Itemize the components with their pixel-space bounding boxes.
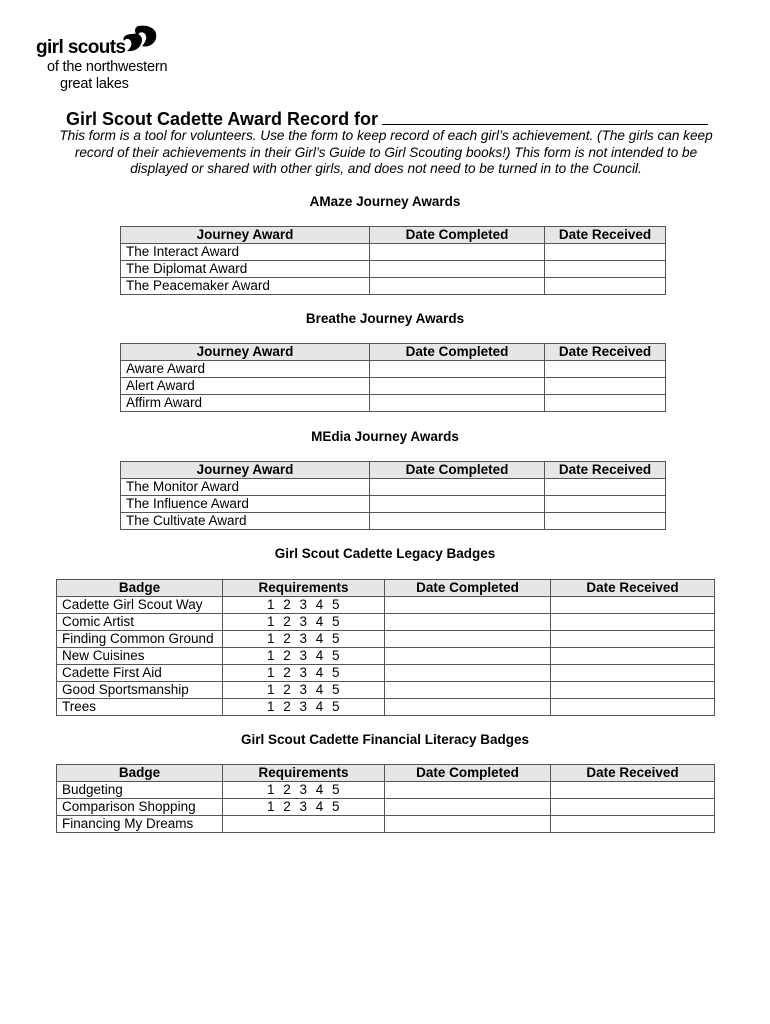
award-name: The Cultivate Award [121, 513, 370, 530]
badge-name: Finding Common Ground [57, 631, 223, 648]
badge-name: Good Sportsmanship [57, 682, 223, 699]
col-header: Date Received [545, 344, 666, 361]
table-row [57, 648, 715, 665]
form-title [66, 107, 708, 130]
requirements-cell[interactable]: 1 2 3 4 5 [223, 631, 385, 648]
badge-name: Cadette First Aid [57, 665, 223, 682]
requirements-cell[interactable]: 1 2 3 4 5 [223, 648, 385, 665]
col-header: Journey Award [121, 462, 370, 479]
col-header: Requirements [223, 765, 385, 782]
table-row [121, 278, 666, 295]
date-received-cell[interactable] [545, 513, 666, 530]
date-completed-cell[interactable] [385, 699, 551, 716]
col-header: Date Completed [370, 344, 545, 361]
badge-name: Financing My Dreams [57, 816, 223, 833]
date-received-cell[interactable] [551, 631, 715, 648]
media-section-title: MEdia Journey Awards [311, 429, 459, 444]
amaze-section-title: AMaze Journey Awards [309, 194, 461, 209]
date-completed-cell[interactable] [370, 395, 545, 412]
table-row [121, 361, 666, 378]
requirements-cell[interactable]: 1 2 3 4 5 [223, 614, 385, 631]
date-completed-cell[interactable] [370, 496, 545, 513]
financial-section-title: Girl Scout Cadette Financial Literacy Badges [240, 732, 530, 747]
badge-name: Comic Artist [57, 614, 223, 631]
date-received-cell[interactable] [551, 799, 715, 816]
date-received-cell[interactable] [545, 361, 666, 378]
col-header: Date Received [545, 227, 666, 244]
table-row [57, 614, 715, 631]
legacy-section-title: Girl Scout Cadette Legacy Badges [274, 546, 496, 561]
col-header: Date Received [545, 462, 666, 479]
date-received-cell[interactable] [545, 378, 666, 395]
requirements-cell[interactable] [223, 816, 385, 833]
date-received-cell[interactable] [551, 665, 715, 682]
table-row [57, 597, 715, 614]
table-row [57, 799, 715, 816]
intro-paragraph: This form is a tool for volunteers. Use the form to keep record of each girl’s achievement. (The girls can keep record of their achievements in their Girl’s Guide to Girl Scouting books!) This form is not intended to be displayed or shared with other girls, and does not need to be turned in to the Council. [59, 128, 713, 176]
col-header: Date Received [551, 765, 715, 782]
date-received-cell[interactable] [551, 597, 715, 614]
table-header-row [121, 344, 666, 361]
name-blank-line[interactable] [382, 107, 708, 125]
table-row [121, 496, 666, 513]
legacy-badges-table [56, 579, 715, 716]
financial-badges-table [56, 764, 715, 833]
award-name: The Monitor Award [121, 479, 370, 496]
date-completed-cell[interactable] [370, 378, 545, 395]
col-header: Date Completed [370, 227, 545, 244]
col-header: Journey Award [121, 344, 370, 361]
col-header: Requirements [223, 580, 385, 597]
badge-name: New Cuisines [57, 648, 223, 665]
requirements-cell[interactable]: 1 2 3 4 5 [223, 682, 385, 699]
table-header-row [121, 227, 666, 244]
amaze-awards-table [120, 226, 666, 295]
requirements-cell[interactable]: 1 2 3 4 5 [223, 799, 385, 816]
award-name: Alert Award [121, 378, 370, 395]
award-name: The Interact Award [121, 244, 370, 261]
date-completed-cell[interactable] [385, 816, 551, 833]
award-name: The Diplomat Award [121, 261, 370, 278]
award-name: The Influence Award [121, 496, 370, 513]
date-completed-cell[interactable] [370, 361, 545, 378]
date-received-cell[interactable] [545, 479, 666, 496]
badge-name: Cadette Girl Scout Way [57, 597, 223, 614]
date-received-cell[interactable] [545, 395, 666, 412]
col-header: Journey Award [121, 227, 370, 244]
date-completed-cell[interactable] [370, 513, 545, 530]
date-received-cell[interactable] [551, 782, 715, 799]
table-row [121, 378, 666, 395]
date-completed-cell[interactable] [385, 682, 551, 699]
breathe-awards-table [120, 343, 666, 412]
date-completed-cell[interactable] [385, 665, 551, 682]
col-header: Date Received [551, 580, 715, 597]
girl-scouts-logo [36, 24, 196, 94]
logo-line-1: of the northwestern [47, 59, 168, 75]
date-completed-cell[interactable] [385, 614, 551, 631]
table-row [57, 782, 715, 799]
date-completed-cell[interactable] [370, 244, 545, 261]
date-received-cell[interactable] [551, 614, 715, 631]
table-row [121, 513, 666, 530]
breathe-section-title: Breathe Journey Awards [305, 311, 465, 326]
award-name: Affirm Award [121, 395, 370, 412]
date-completed-cell[interactable] [385, 648, 551, 665]
date-received-cell[interactable] [551, 699, 715, 716]
table-row [57, 665, 715, 682]
date-received-cell[interactable] [545, 278, 666, 295]
date-completed-cell[interactable] [370, 278, 545, 295]
requirements-cell[interactable]: 1 2 3 4 5 [223, 665, 385, 682]
form-title-text: Girl Scout Cadette Award Record for [66, 109, 379, 129]
date-completed-cell[interactable] [385, 631, 551, 648]
date-received-cell[interactable] [551, 816, 715, 833]
col-header: Date Completed [370, 462, 545, 479]
date-received-cell[interactable] [551, 648, 715, 665]
date-received-cell[interactable] [545, 496, 666, 513]
date-completed-cell[interactable] [370, 479, 545, 496]
col-header: Badge [57, 580, 223, 597]
date-completed-cell[interactable] [385, 782, 551, 799]
table-row [57, 816, 715, 833]
requirements-cell[interactable]: 1 2 3 4 5 [223, 699, 385, 716]
table-row [121, 395, 666, 412]
col-header: Date Completed [385, 580, 551, 597]
col-header: Date Completed [385, 765, 551, 782]
logo-brand: girl scouts [36, 37, 126, 58]
table-header-row [57, 765, 715, 782]
badge-name: Budgeting [57, 782, 223, 799]
badge-name: Comparison Shopping [57, 799, 223, 816]
date-completed-cell[interactable] [385, 597, 551, 614]
col-header: Badge [57, 765, 223, 782]
badge-name: Trees [57, 699, 223, 716]
date-received-cell[interactable] [545, 244, 666, 261]
date-received-cell[interactable] [551, 682, 715, 699]
table-row [57, 631, 715, 648]
table-row [121, 244, 666, 261]
award-name: The Peacemaker Award [121, 278, 370, 295]
table-row [121, 261, 666, 278]
date-completed-cell[interactable] [385, 799, 551, 816]
table-row [57, 699, 715, 716]
table-row [121, 479, 666, 496]
table-header-row [57, 580, 715, 597]
date-completed-cell[interactable] [370, 261, 545, 278]
table-row [57, 682, 715, 699]
requirements-cell[interactable]: 1 2 3 4 5 [223, 597, 385, 614]
table-header-row [121, 462, 666, 479]
requirements-cell[interactable]: 1 2 3 4 5 [223, 782, 385, 799]
logo-line-2: great lakes [60, 76, 129, 92]
media-awards-table [120, 461, 666, 530]
date-received-cell[interactable] [545, 261, 666, 278]
award-name: Aware Award [121, 361, 370, 378]
